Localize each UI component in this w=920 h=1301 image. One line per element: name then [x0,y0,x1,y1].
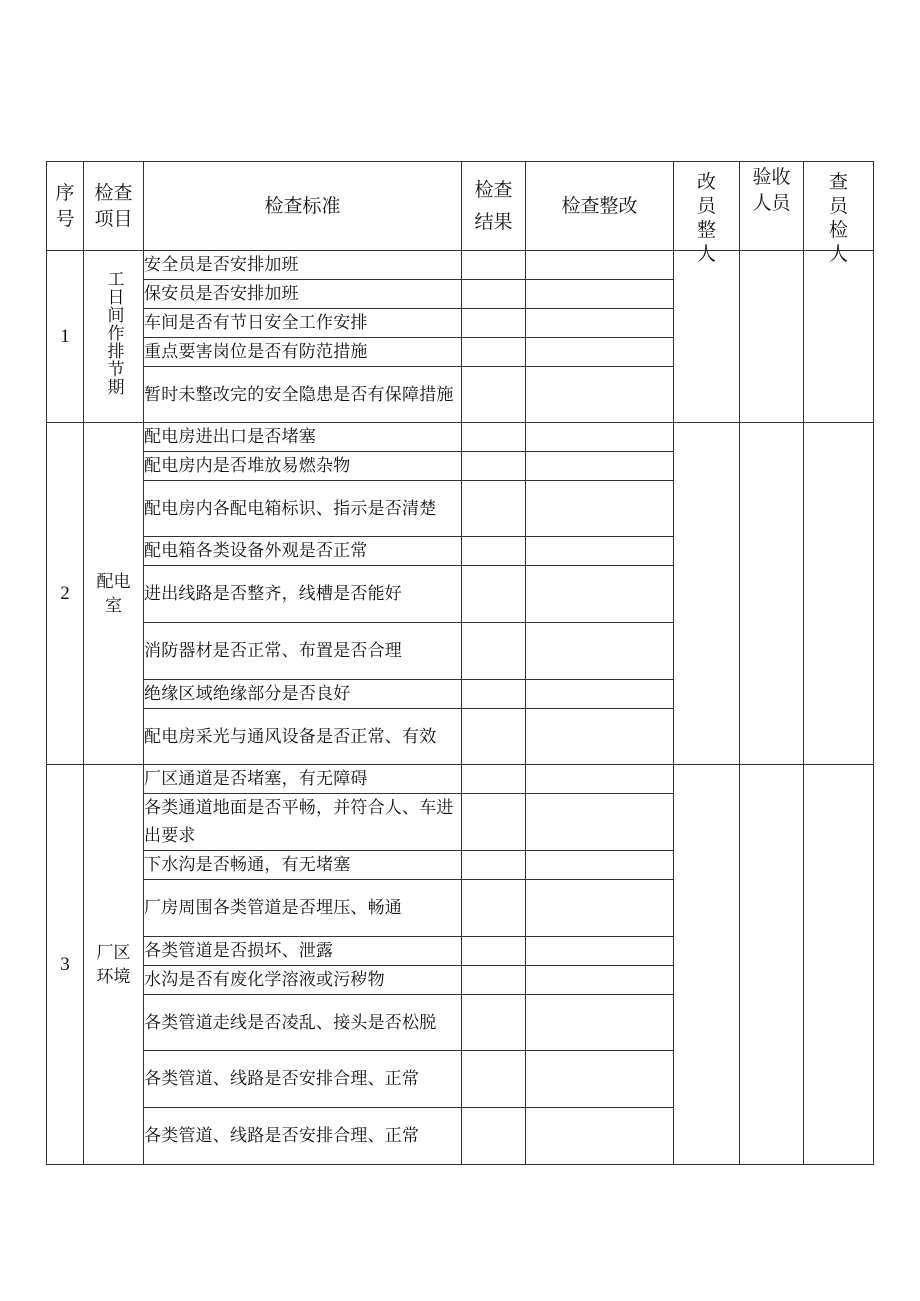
inspection-table [46,161,874,1165]
standard-cell: 保安员是否安排加班 [144,280,462,309]
table-row [47,423,874,452]
result-cell[interactable] [462,1108,526,1165]
result-cell[interactable] [462,280,526,309]
standard-cell: 暂时未整改完的安全隐患是否有保障措施 [144,367,462,423]
header-row [47,162,874,251]
header-standard: 检查标准 [144,162,462,251]
rectify-cell[interactable] [526,851,674,880]
rectify-cell[interactable] [526,1051,674,1108]
acceptor-cell[interactable] [740,765,804,1165]
inspector-cell[interactable] [804,251,874,423]
standard-cell: 下水沟是否畅通，有无堵塞 [144,851,462,880]
standard-cell: 配电房采光与通风设备是否正常、有效 [144,709,462,765]
result-cell[interactable] [462,966,526,995]
result-cell[interactable] [462,623,526,680]
rectify-cell[interactable] [526,452,674,481]
standard-cell: 配电房内是否堆放易燃杂物 [144,452,462,481]
standard-cell: 重点要害岗位是否有防范措施 [144,338,462,367]
rectify-cell[interactable] [526,765,674,794]
rectify-cell[interactable] [526,709,674,765]
section-item: 工日间作排节期 [84,251,144,423]
section-item: 厂区环境 [84,765,144,1165]
rectify-cell[interactable] [526,251,674,280]
section-item: 配电室 [84,423,144,765]
standard-cell: 配电房内各配电箱标识、指示是否清楚 [144,481,462,537]
rectify-cell[interactable] [526,309,674,338]
result-cell[interactable] [462,423,526,452]
result-cell[interactable] [462,251,526,280]
result-cell[interactable] [462,309,526,338]
rectify-cell[interactable] [526,794,674,851]
rectify-cell[interactable] [526,338,674,367]
standard-cell: 进出线路是否整齐，线槽是否能好 [144,566,462,623]
standard-cell: 安全员是否安排加班 [144,251,462,280]
result-cell[interactable] [462,880,526,937]
standard-cell: 各类管道走线是否凌乱、接头是否松脱 [144,995,462,1051]
header-rectify-person: 改员整人 [674,162,740,251]
rectify-person-cell[interactable] [674,423,740,765]
standard-cell: 各类管道、线路是否安排合理、正常 [144,1108,462,1165]
rectify-cell[interactable] [526,566,674,623]
standard-cell: 各类管道、线路是否安排合理、正常 [144,1051,462,1108]
standard-cell: 各类通道地面是否平畅，并符合人、车进出要求 [144,794,462,851]
header-seq: 序号 [47,162,84,251]
rectify-cell[interactable] [526,481,674,537]
result-cell[interactable] [462,995,526,1051]
standard-cell: 水沟是否有废化学溶液或污秽物 [144,966,462,995]
acceptor-cell[interactable] [740,251,804,423]
header-result: 检查结果 [462,162,526,251]
header-inspector: 查员检人 [804,162,874,251]
standard-cell: 消防器材是否正常、布置是否合理 [144,623,462,680]
header-item: 检查项目 [84,162,144,251]
result-cell[interactable] [462,680,526,709]
standard-cell: 厂房周围各类管道是否埋压、畅通 [144,880,462,937]
rectify-cell[interactable] [526,880,674,937]
result-cell[interactable] [462,566,526,623]
rectify-cell[interactable] [526,966,674,995]
result-cell[interactable] [462,794,526,851]
rectify-cell[interactable] [526,1108,674,1165]
rectify-person-cell[interactable] [674,765,740,1165]
table-row [47,251,874,280]
rectify-cell[interactable] [526,995,674,1051]
result-cell[interactable] [462,1051,526,1108]
acceptor-cell[interactable] [740,423,804,765]
rectify-cell[interactable] [526,280,674,309]
standard-cell: 各类管道是否损坏、泄露 [144,937,462,966]
standard-cell: 绝缘区域绝缘部分是否良好 [144,680,462,709]
inspector-cell[interactable] [804,423,874,765]
result-cell[interactable] [462,338,526,367]
result-cell[interactable] [462,537,526,566]
rectify-cell[interactable] [526,423,674,452]
section-no: 2 [47,423,84,765]
rectify-person-cell[interactable] [674,251,740,423]
rectify-cell[interactable] [526,680,674,709]
result-cell[interactable] [462,851,526,880]
table-row [47,765,874,794]
rectify-cell[interactable] [526,937,674,966]
result-cell[interactable] [462,367,526,423]
header-acceptor: 验收人员 [740,162,804,251]
header-rectify: 检查整改 [526,162,674,251]
section-no: 3 [47,765,84,1165]
rectify-cell[interactable] [526,623,674,680]
result-cell[interactable] [462,765,526,794]
standard-cell: 配电箱各类设备外观是否正常 [144,537,462,566]
result-cell[interactable] [462,937,526,966]
result-cell[interactable] [462,452,526,481]
rectify-cell[interactable] [526,537,674,566]
inspector-cell[interactable] [804,765,874,1165]
standard-cell: 车间是否有节日安全工作安排 [144,309,462,338]
rectify-cell[interactable] [526,367,674,423]
result-cell[interactable] [462,709,526,765]
section-no: 1 [47,251,84,423]
result-cell[interactable] [462,481,526,537]
standard-cell: 厂区通道是否堵塞，有无障碍 [144,765,462,794]
standard-cell: 配电房进出口是否堵塞 [144,423,462,452]
